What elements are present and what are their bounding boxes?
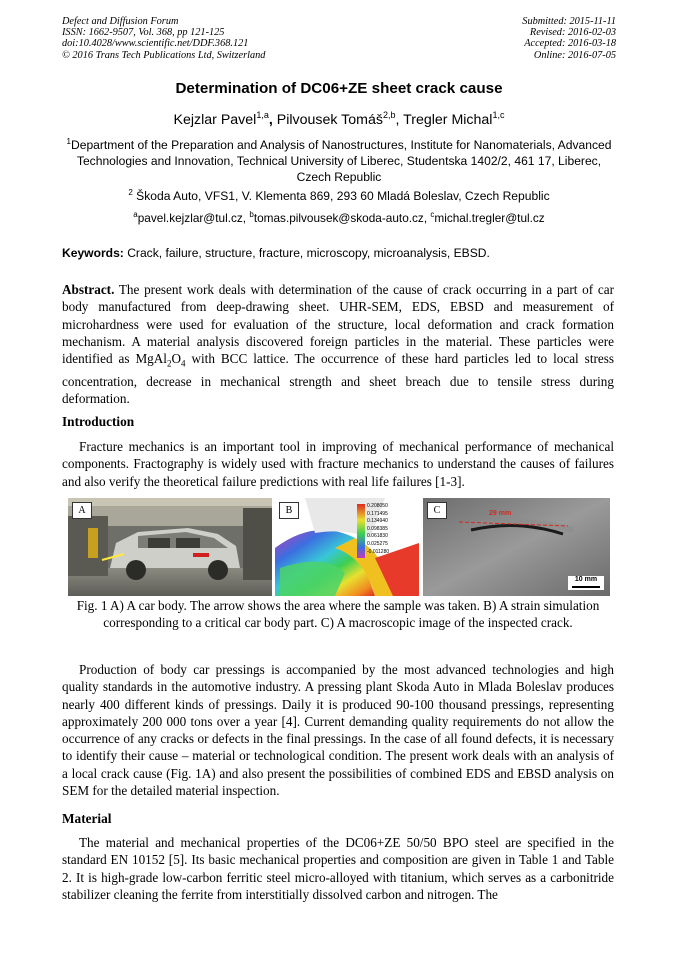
abstract-text: with BCC lattice. The occurrence of these hard particles led to local stress concentration, decrease in mechanical strength and sheet breach due to tensile stress during deformation. xyxy=(62,351,614,407)
publication-dates xyxy=(522,16,616,61)
introduction-paragraph-1: Fracture mechanics is an important tool in improving of mechanical performance of mechanical components. Fractography is widely used with fracture mechanics to understand the causes of failures and also verify the theoretical failure predictions with real life failures [1-3]. xyxy=(62,439,614,489)
formula-subscript: 2 xyxy=(166,358,172,369)
email-sup: a xyxy=(133,210,138,219)
crack-length-label: 29 mm xyxy=(489,510,512,517)
formula-subscript: 4 xyxy=(181,358,186,369)
panel-label: A xyxy=(72,502,92,519)
author-emails xyxy=(64,210,614,226)
affiliation-sup: 2 xyxy=(128,188,133,197)
author-affiliation-sup: 2,b xyxy=(382,110,396,120)
copyright-line: © 2016 Trans Tech Publications Ltd, Switzerland xyxy=(62,49,266,61)
online-date: Online: 2016-07-05 xyxy=(533,49,616,61)
abstract-text: The present work deals with determination of the cause of crack occurring in a part of car body manufactured from deep-drawing sheet. UHR-SEM, EDS, EBSD and measurement of microhardness were used for evaluation of the structure, local deformation and crack formation mechanism. A material analysis discovered foreign particles in the material. These particles were identified as MgAl xyxy=(62,282,614,367)
email-sup: c xyxy=(430,210,435,219)
figure-panel-a-car-body xyxy=(68,498,272,596)
paper-title: Determination of DC06+ZE sheet crack cause xyxy=(175,80,503,97)
author-name: Tregler Michal xyxy=(403,112,493,128)
author-affiliation-sup: 1,a xyxy=(256,110,269,120)
author-affiliation-sup: 1,c xyxy=(492,110,505,120)
figure-1 xyxy=(68,498,610,596)
abstract-label: Abstract. xyxy=(62,282,115,297)
author-separator: , xyxy=(268,112,277,128)
car-body-photo xyxy=(68,498,272,596)
legend-value: 0.098385 xyxy=(367,525,388,532)
introduction-paragraph-2: Production of body car pressings is accompanied by the most advanced technologies and high quality standards in the automotive industry. A pressing plant Skoda Auto in Mlada Boleslav produces nearly 400 different kinds of pressings. Daily it is produced 90-100 thousand pressings, representing approximately 200 000 tons over a year [4]. Current demanding quality requirements do not allow the occurrence of any cracks or defects in the final pressings. In the case of all found defects, it is necessary to identify their cause – material or technological condition. The present work deals with an analysis of a local crack cause (Fig. 1A) and also present the possibilities of combined EDS and EBSD analysis on SEM for the detailed material inspection. xyxy=(62,662,614,799)
issn-line: ISSN: 1662-9507, Vol. 368, pp 121-125 xyxy=(62,27,225,39)
section-heading-material: Material xyxy=(62,811,112,826)
scale-bar-label: 10 mm xyxy=(574,576,598,583)
abstract xyxy=(62,281,614,408)
journal-info xyxy=(62,16,265,61)
affiliation-1 xyxy=(64,137,614,185)
author-separator: , xyxy=(395,112,404,128)
doi-line: doi:10.4028/www.scientific.net/DDF.368.121 xyxy=(62,38,249,50)
affiliation-2 xyxy=(64,188,614,204)
strain-legend-labels xyxy=(367,503,389,556)
panel-label: B xyxy=(279,502,299,519)
formula-text: O xyxy=(171,351,181,367)
keywords-text: Crack, failure, structure, fracture, microscopy, microanalysis, EBSD. xyxy=(123,246,490,260)
affiliation-sup: 1 xyxy=(66,137,71,146)
email-link[interactable]: tomas.pilvousek@skoda-auto.cz, xyxy=(253,211,431,225)
legend-value: 0.208050 xyxy=(367,503,388,509)
email-link[interactable]: pavel.kejzlar@tul.cz, xyxy=(137,211,250,225)
affiliation-text: Škoda Auto, VFS1, V. Klementa 869, 293 60 Mladá Boleslav, Czech Republic xyxy=(132,189,550,203)
legend-value: 0.061830 xyxy=(367,533,388,540)
legend-value: 0.025275 xyxy=(367,540,388,547)
journal-header xyxy=(62,16,616,62)
figure-1-caption: Fig. 1 A) A car body. The arrow shows the area where the sample was taken. B) A strain simulation corresponding to a critical car body part. C) A macroscopic image of the inspected crack. xyxy=(76,598,600,630)
material-paragraph-1: The material and mechanical properties of the DC06+ZE 50/50 BPO steel are specified in the standard EN 10152 [5]. Its basic mechanical properties and composition are given in Table 1 and Table 2. It is high-grade low-carbon ferritic steel micro-alloyed with titanium, which serves as a carbonitride stabilizer cleaning the ferrite from interstitially dissolved carbon and nitrogen. The xyxy=(62,835,614,902)
keywords xyxy=(62,246,490,260)
section-heading-introduction: Introduction xyxy=(62,414,135,429)
author-list xyxy=(0,112,678,128)
author-name: Kejzlar Pavel xyxy=(173,112,257,128)
keywords-label: Keywords: xyxy=(62,246,124,260)
revised-date: Revised: 2016-02-03 xyxy=(529,27,616,39)
email-sup: b xyxy=(249,210,254,219)
journal-name: Defect and Diffusion Forum xyxy=(62,16,179,27)
panel-label: C xyxy=(427,502,447,519)
affiliation-text: Department of the Preparation and Analysis of Nanostructures, Institute for Nanomaterials, Advanced Technologies and Innovation, Technical University of Liberec, Studentska 1402/2, 461 17, Liberec, Czech Republic xyxy=(70,138,612,184)
legend-value: 0.134940 xyxy=(367,518,388,525)
figure-panel-c-crack-macro xyxy=(423,498,610,596)
legend-value: 0.171495 xyxy=(367,510,388,517)
legend-value: -0.011280 xyxy=(367,548,390,555)
accepted-date: Accepted: 2016-03-18 xyxy=(524,38,616,50)
email-link[interactable]: michal.tregler@tul.cz xyxy=(434,211,545,225)
author-name: Pilvousek Tomáš xyxy=(276,112,383,128)
submitted-date: Submitted: 2015-11-11 xyxy=(522,16,616,27)
figure-panel-b-strain-simulation xyxy=(275,498,419,596)
